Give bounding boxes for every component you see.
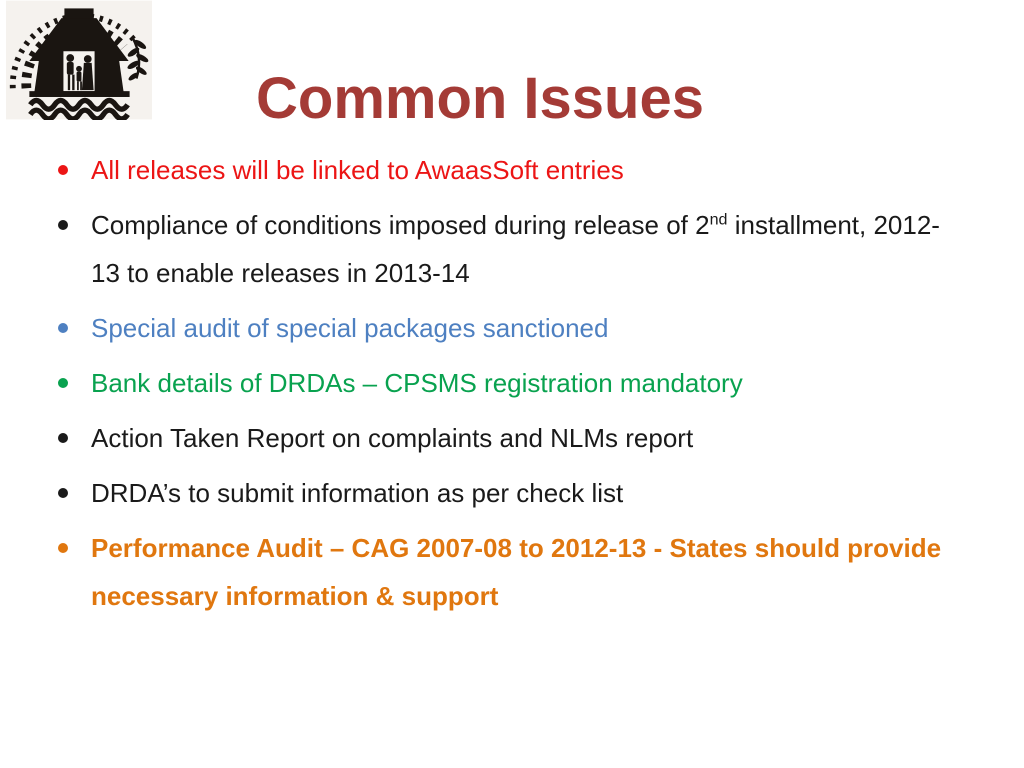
bullet-item-performance-audit xyxy=(55,524,960,620)
bullet-item-compliance xyxy=(55,201,960,297)
bullet-text: DRDA’s to submit information as per check list xyxy=(91,478,624,508)
bullet-text: Bank details of DRDAs – CPSMS registration mandatory xyxy=(91,368,743,398)
bullet-text: Action Taken Report on complaints and NLMs report xyxy=(91,423,694,453)
bullet-item-bank-details xyxy=(55,359,960,407)
page-title: Common Issues xyxy=(256,65,704,131)
bullet-text: Special audit of special packages sanctioned xyxy=(91,313,609,343)
bullet-item-awaassoft xyxy=(55,146,960,194)
bullet-item-action-taken xyxy=(55,414,960,462)
bullet-text: All releases will be linked to AwaasSoft entries xyxy=(91,155,624,185)
bullet-list xyxy=(55,146,960,627)
bullet-item-special-audit xyxy=(55,304,960,352)
bullet-text: Compliance of conditions imposed during release of 2nd installment, 2012-13 to enable releases in 2013-14 xyxy=(91,210,940,288)
bullet-item-checklist xyxy=(55,469,960,517)
ordinal-superscript: nd xyxy=(709,210,728,229)
bullet-text: Performance Audit – CAG 2007-08 to 2012-13 - States should provide necessary information & support xyxy=(91,533,942,611)
ground-bar xyxy=(29,91,129,97)
